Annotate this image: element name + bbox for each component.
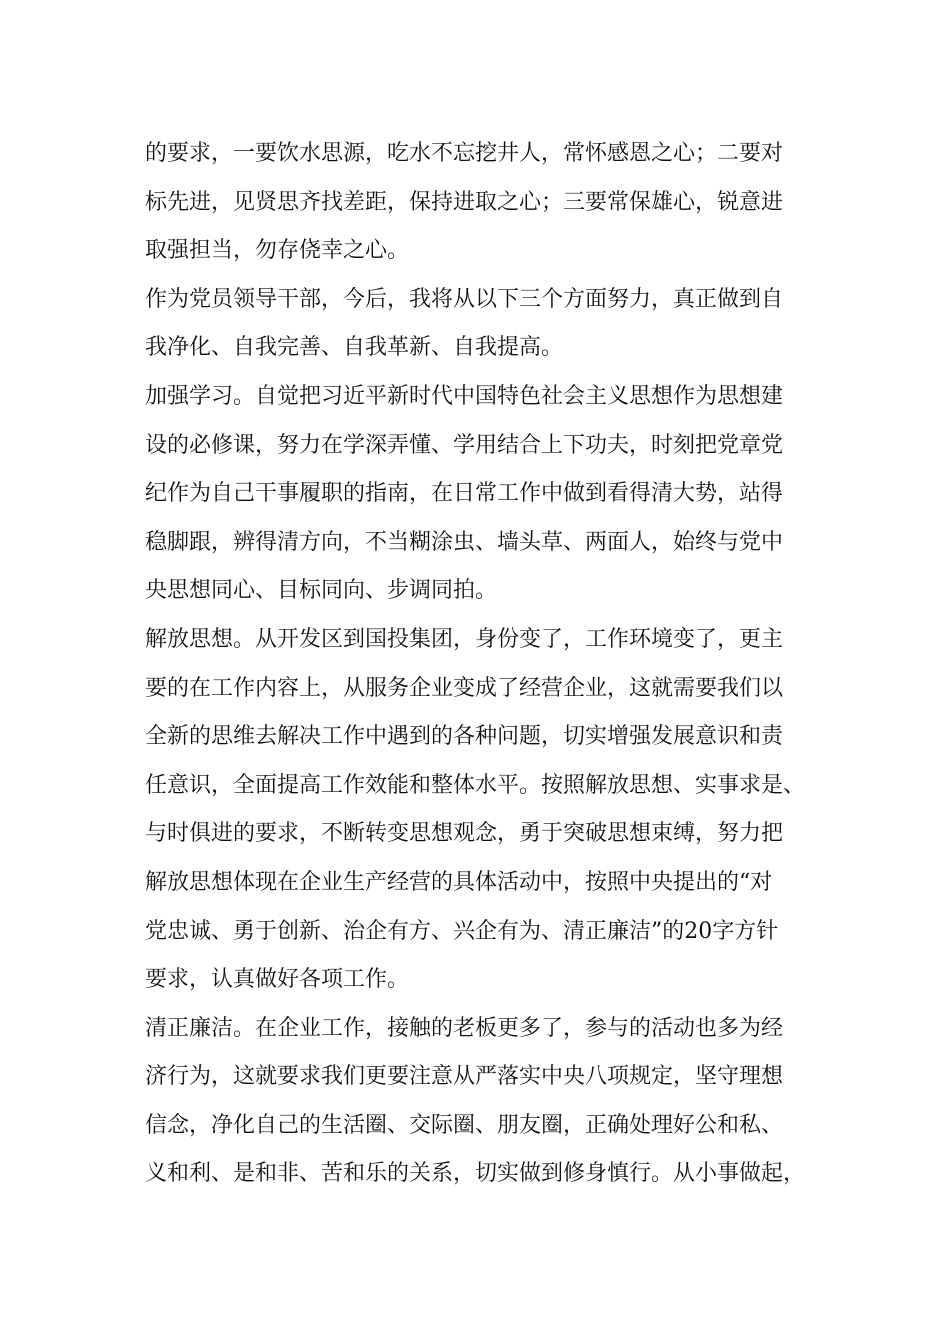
text-line: 纪作为自己干事履职的指南，在日常工作中做到看得清大势，站得: [145, 481, 784, 507]
text-line: 解放思想。从开发区到国投集团，身份变了，工作环境变了，更主: [145, 626, 784, 652]
text-line: 稳脚跟，辨得清方向，不当糊涂虫、墙头草、两面人，始终与党中: [145, 529, 784, 555]
text-line: 我净化、自我完善、自我革新、自我提高。: [145, 335, 564, 361]
text-line: 党忠诚、勇于创新、治企有方、兴企有为、清正廉洁”的20字方针: [145, 918, 779, 944]
text-line: 设的必修课，努力在学深弄懂、学用结合上下功夫，时刻把党章党: [145, 432, 784, 458]
text-line: 任意识，全面提高工作效能和整体水平。按照解放思想、实事求是、: [145, 772, 806, 798]
text-line: 济行为，这就要求我们更要注意从严落实中央八项规定，坚守理想: [145, 1064, 784, 1090]
text-line: 取强担当，勿存侥幸之心。: [145, 238, 410, 264]
text-line: 作为党员领导干部，今后，我将从以下三个方面努力，真正做到自: [145, 286, 784, 312]
text-line: 要求，认真做好各项工作。: [145, 967, 410, 993]
text-line: 的要求，一要饮水思源，吃水不忘挖井人，常怀感恩之心；二要对: [145, 141, 784, 166]
text-line: 要的在工作内容上，从服务企业变成了经营企业，这就需要我们以: [145, 675, 784, 701]
text-line: 解放思想体现在企业生产经营的具体活动中，按照中央提出的“对: [145, 869, 773, 895]
text-line: 加强学习。自觉把习近平新时代中国特色社会主义思想作为思想建: [145, 383, 784, 409]
text-line: 清正廉洁。在企业工作，接触的老板更多了，参与的活动也多为经: [145, 1015, 784, 1041]
body-text: [145, 130, 805, 1199]
text-line: 央思想同心、目标同向、步调同拍。: [145, 578, 498, 604]
text-line: 义和利、是和非、苦和乐的关系，切实做到修身慎行。从小事做起，: [145, 1161, 806, 1187]
text-line: 与时俱进的要求，不断转变思想观念，勇于突破思想束缚，努力把: [145, 821, 784, 847]
text-line: 全新的思维去解决工作中遇到的各种问题，切实增强发展意识和责: [145, 724, 784, 750]
text-line: 信念，净化自己的生活圈、交际圈、朋友圈，正确处理好公和私、: [145, 1112, 784, 1138]
text-line: 标先进，见贤思齐找差距，保持进取之心；三要常保雄心，锐意进: [145, 189, 784, 215]
